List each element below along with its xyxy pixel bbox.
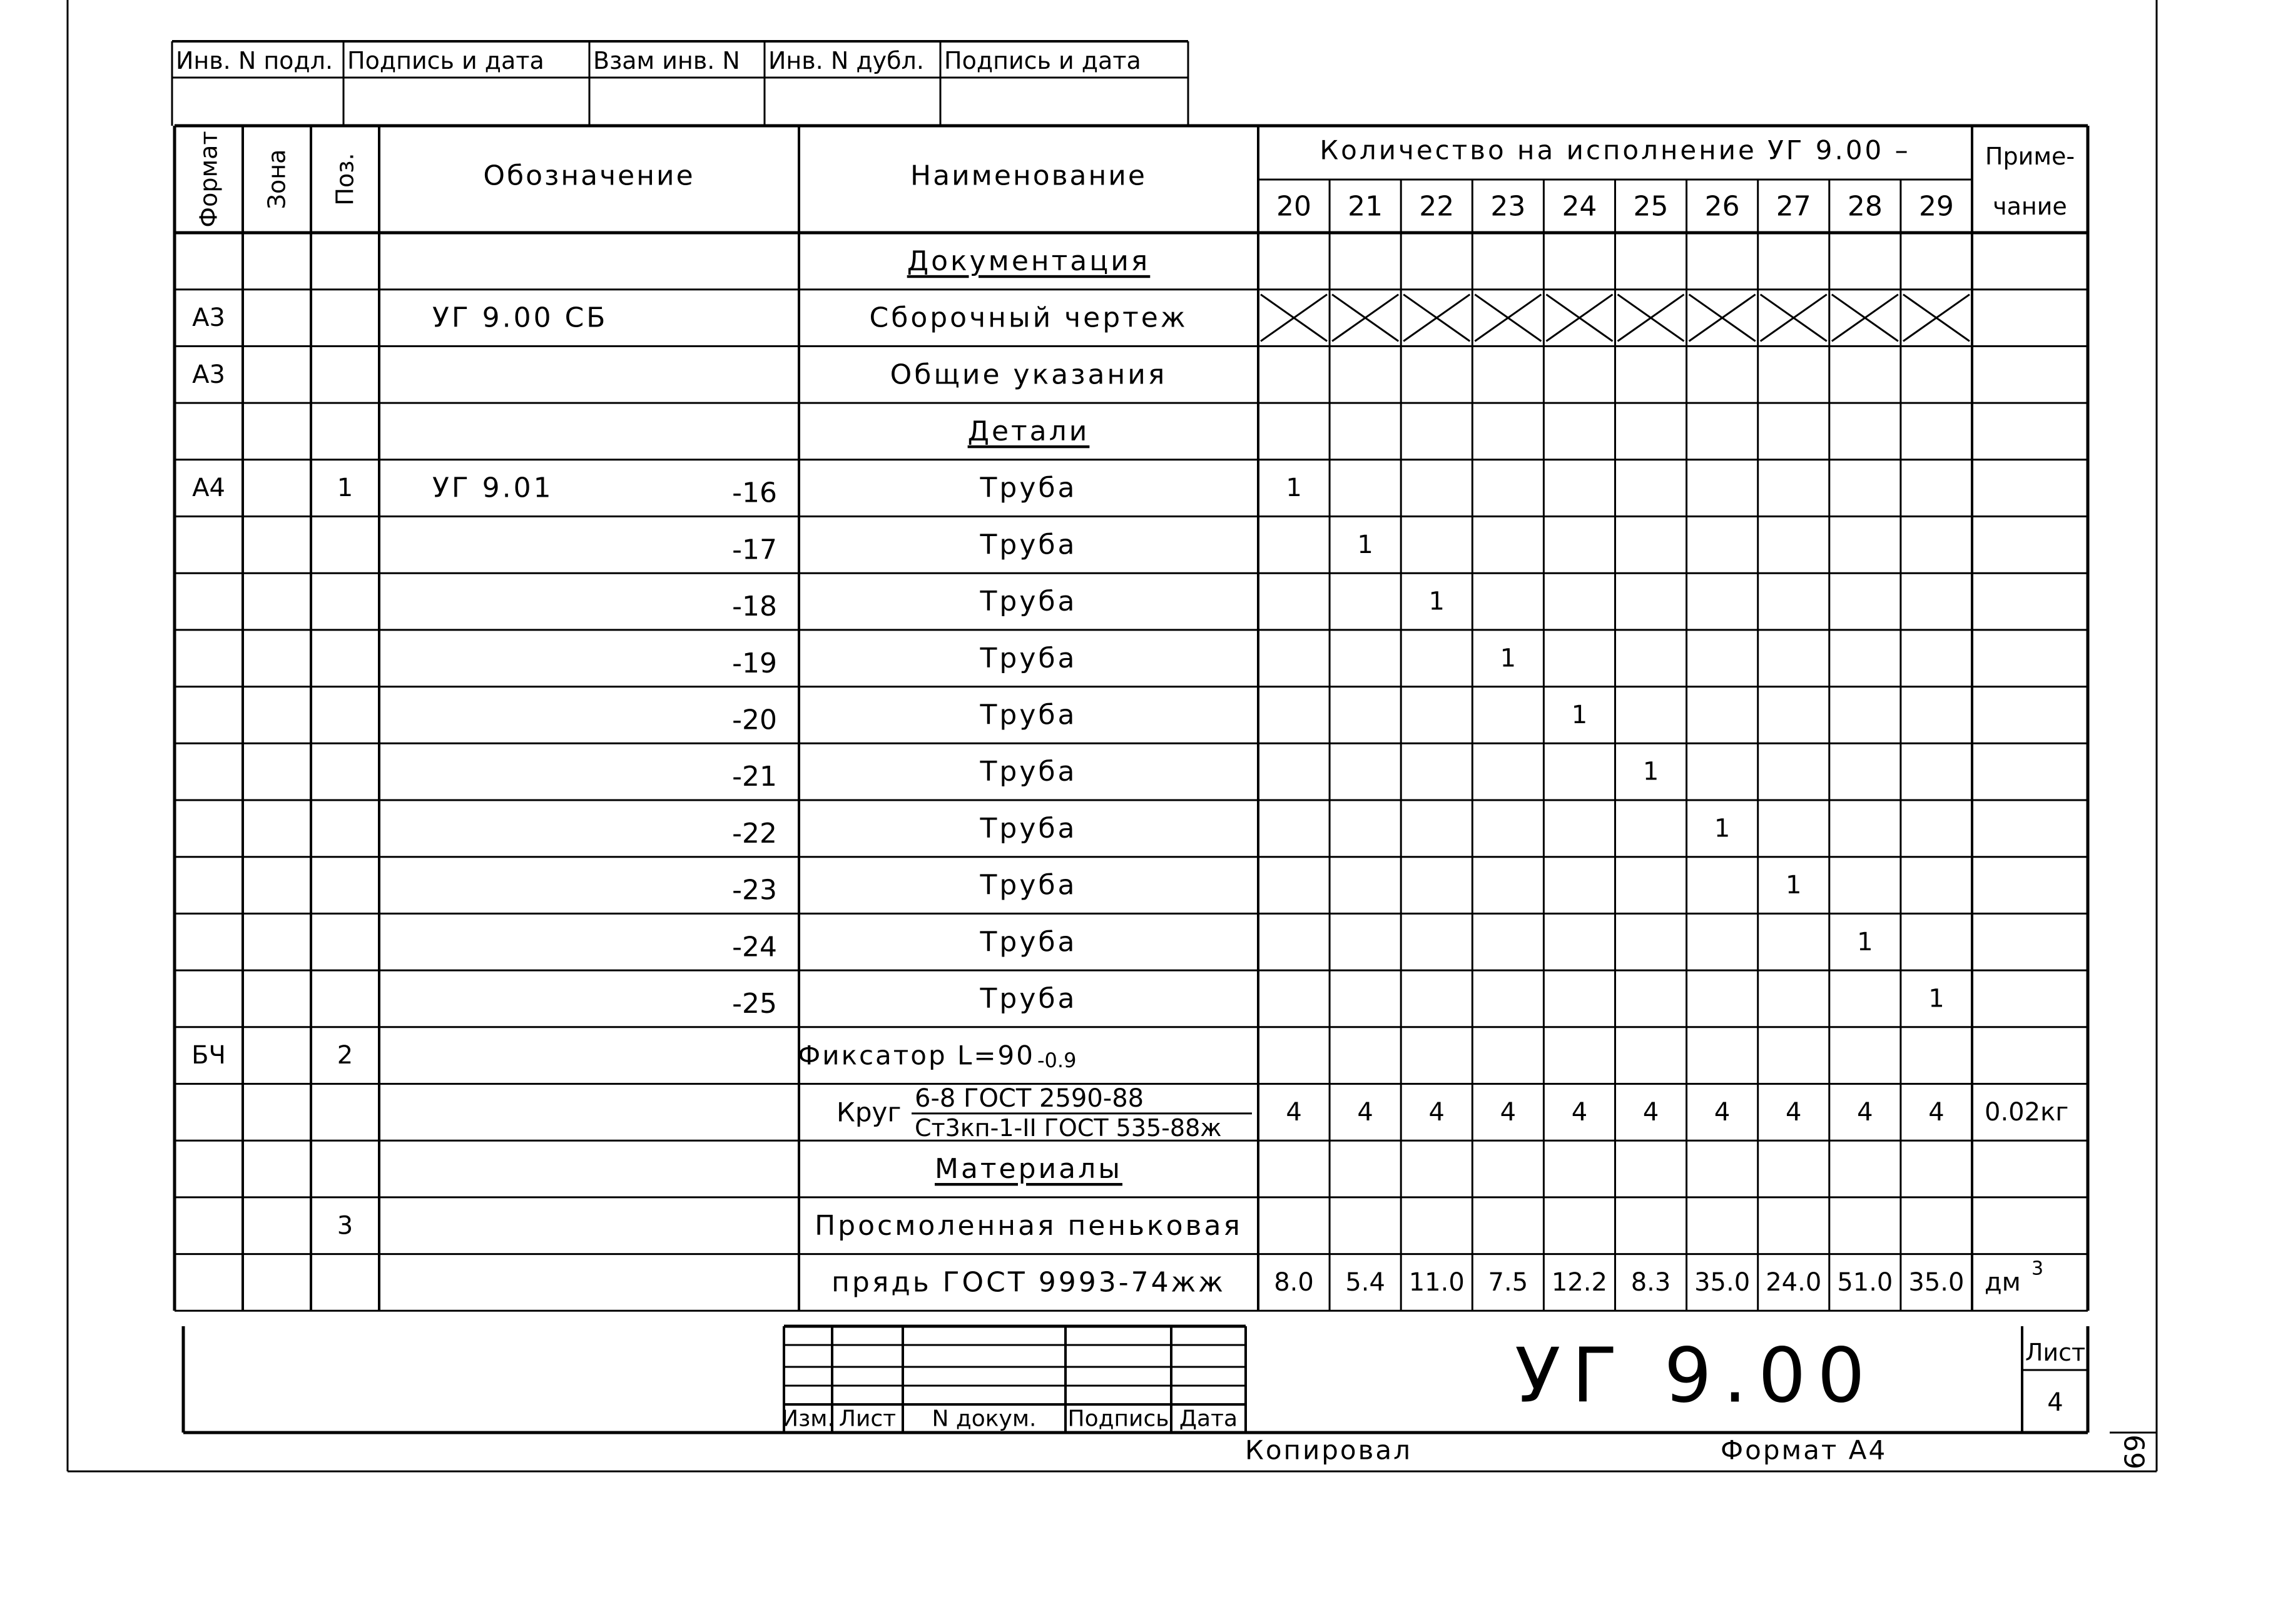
cell-note-superscript: 3 bbox=[2031, 1257, 2044, 1280]
cell-designation-suffix: -20 bbox=[732, 704, 777, 736]
cell-name: Документация bbox=[907, 245, 1151, 277]
cell-name: Труба bbox=[980, 699, 1077, 731]
change-header-2: N докум. bbox=[932, 1406, 1037, 1432]
cell-format: А4 bbox=[192, 474, 225, 503]
stamp-header-1: Подпись и дата bbox=[347, 47, 544, 74]
cell-name: Общие указания bbox=[890, 358, 1167, 391]
cell-designation: УГ 9.01 bbox=[432, 472, 554, 504]
page-number: 69 bbox=[2117, 1434, 2150, 1469]
variant-21: 21 bbox=[1348, 190, 1383, 223]
cell-designation-suffix: -24 bbox=[732, 931, 777, 963]
header-name: Наименование bbox=[910, 160, 1147, 192]
cell-qty: 4 bbox=[1571, 1097, 1588, 1127]
cell-qty: 4 bbox=[1286, 1097, 1302, 1127]
cell-designation-suffix: -17 bbox=[732, 534, 777, 566]
cell-pos: 2 bbox=[337, 1041, 353, 1070]
variant-23: 23 bbox=[1490, 190, 1526, 223]
cell-qty: 51.0 bbox=[1837, 1267, 1893, 1297]
variant-25: 25 bbox=[1633, 190, 1669, 223]
cell-designation-suffix: -19 bbox=[732, 647, 777, 679]
cell-name: Труба bbox=[980, 982, 1077, 1015]
cell-qty: 8.0 bbox=[1274, 1267, 1314, 1297]
sheet-label: Лист bbox=[2025, 1339, 2086, 1366]
variant-24: 24 bbox=[1562, 190, 1597, 223]
header-qty-title: Количество на исполнение УГ 9.00 – bbox=[1320, 134, 1911, 166]
cell-qty: 4 bbox=[1857, 1097, 1873, 1127]
stamp-header-2: Взам инв. N bbox=[593, 47, 740, 74]
change-header-4: Дата bbox=[1179, 1406, 1238, 1432]
cell-designation-suffix: -23 bbox=[732, 874, 777, 906]
format-label: Формат А4 bbox=[1721, 1434, 1888, 1466]
cell-qty: 1 bbox=[1928, 984, 1945, 1013]
cell-name: Труба bbox=[980, 472, 1077, 504]
cell-designation-suffix: -16 bbox=[732, 477, 777, 509]
cell-pos: 3 bbox=[337, 1211, 353, 1241]
change-header-0: Изм. bbox=[781, 1406, 835, 1432]
cell-qty: 11.0 bbox=[1408, 1267, 1465, 1297]
cell-qty: 1 bbox=[1714, 814, 1731, 843]
variant-27: 27 bbox=[1776, 190, 1811, 223]
cell-designation-suffix: -25 bbox=[732, 987, 777, 1020]
cell-qty: 4 bbox=[1786, 1097, 1802, 1127]
header-note-top: Приме- bbox=[1985, 143, 2075, 170]
cell-qty: 1 bbox=[1642, 757, 1659, 786]
cell-format: А3 bbox=[192, 360, 225, 389]
variant-29: 29 bbox=[1918, 190, 1954, 223]
cell-qty: 4 bbox=[1428, 1097, 1445, 1127]
cell-qty: 5.4 bbox=[1345, 1267, 1385, 1297]
cell-designation-suffix: -21 bbox=[732, 761, 777, 793]
cell-name: Детали bbox=[967, 415, 1090, 447]
header-zone: Зона bbox=[263, 149, 291, 210]
cell-qty: 4 bbox=[1500, 1097, 1517, 1127]
cell-qty: 4 bbox=[1357, 1097, 1373, 1127]
change-header-3: Подпись bbox=[1067, 1406, 1169, 1432]
cell-qty: 7.5 bbox=[1488, 1267, 1528, 1297]
cell-name: Материалы bbox=[935, 1153, 1122, 1185]
stamp-header-3: Инв. N дубл. bbox=[768, 47, 924, 74]
cell-name: Труба bbox=[980, 529, 1077, 561]
cell-qty: 24.0 bbox=[1766, 1267, 1822, 1297]
cell-name: Круг bbox=[836, 1097, 902, 1128]
stamp-header-4: Подпись и дата bbox=[944, 47, 1141, 74]
cell-qty: 12.2 bbox=[1551, 1267, 1607, 1297]
cell-name: Труба bbox=[980, 926, 1077, 958]
cell-qty: 1 bbox=[1571, 700, 1588, 729]
cell-name: Сборочный чертеж bbox=[869, 302, 1188, 334]
cell-qty: 35.0 bbox=[1908, 1267, 1965, 1297]
cell-name-fraction-top: 6-8 ГОСТ 2590-88 bbox=[915, 1084, 1144, 1113]
cell-qty: 1 bbox=[1428, 587, 1445, 616]
frame-lines bbox=[68, 0, 2157, 1471]
cell-qty: 1 bbox=[1857, 927, 1873, 957]
cell-qty: 35.0 bbox=[1694, 1267, 1751, 1297]
sheet-number: 4 bbox=[2047, 1388, 2063, 1417]
cell-name-tolerance: -0.9 bbox=[1037, 1048, 1077, 1073]
cell-name: Труба bbox=[980, 869, 1077, 901]
header-format: Формат bbox=[195, 131, 223, 228]
cell-designation-suffix: -18 bbox=[732, 591, 777, 623]
cell-name: Труба bbox=[980, 756, 1077, 788]
change-header-1: Лист bbox=[838, 1406, 897, 1432]
cell-note: дм bbox=[1985, 1267, 2021, 1297]
header-pos: Поз. bbox=[331, 153, 359, 206]
cell-qty: 4 bbox=[1642, 1097, 1659, 1127]
cell-pos: 1 bbox=[337, 474, 353, 503]
cell-note: 0.02кг bbox=[1985, 1097, 2069, 1127]
header-note-bottom: чание bbox=[1993, 193, 2067, 220]
variant-28: 28 bbox=[1847, 190, 1883, 223]
cell-qty: 1 bbox=[1286, 474, 1302, 503]
cell-name: Труба bbox=[980, 812, 1077, 845]
doc-code: УГ 9.00 bbox=[1515, 1332, 1876, 1420]
cell-qty: 1 bbox=[1500, 644, 1517, 673]
cell-qty: 4 bbox=[1714, 1097, 1731, 1127]
cell-name: Фиксатор L=90 bbox=[798, 1040, 1035, 1071]
cell-name: Труба bbox=[980, 586, 1077, 618]
cell-name-fraction-bottom: Ст3кп-1-II ГОСТ 535-88ж bbox=[915, 1114, 1222, 1142]
cell-name: прядь ГОСТ 9993-74жж bbox=[831, 1266, 1226, 1299]
cell-name: Труба bbox=[980, 642, 1077, 674]
cell-qty: 4 bbox=[1928, 1097, 1945, 1127]
cell-format: А3 bbox=[192, 303, 225, 333]
cell-qty: 1 bbox=[1786, 871, 1802, 900]
stamp-header-0: Инв. N подл. bbox=[176, 47, 333, 74]
cell-designation-suffix: -22 bbox=[732, 817, 777, 850]
variant-26: 26 bbox=[1704, 190, 1740, 223]
sheet-texts bbox=[176, 47, 2150, 1469]
cell-designation: УГ 9.00 СБ bbox=[432, 302, 608, 334]
copied-label: Копировал bbox=[1245, 1434, 1412, 1466]
cell-qty: 8.3 bbox=[1630, 1267, 1671, 1297]
variant-22: 22 bbox=[1419, 190, 1455, 223]
header-designation: Обозначение bbox=[483, 160, 695, 192]
cell-name: Просмоленная пеньковая bbox=[815, 1209, 1243, 1242]
cell-format: БЧ bbox=[191, 1041, 226, 1070]
variant-20: 20 bbox=[1276, 190, 1312, 223]
cell-qty: 1 bbox=[1357, 530, 1373, 559]
